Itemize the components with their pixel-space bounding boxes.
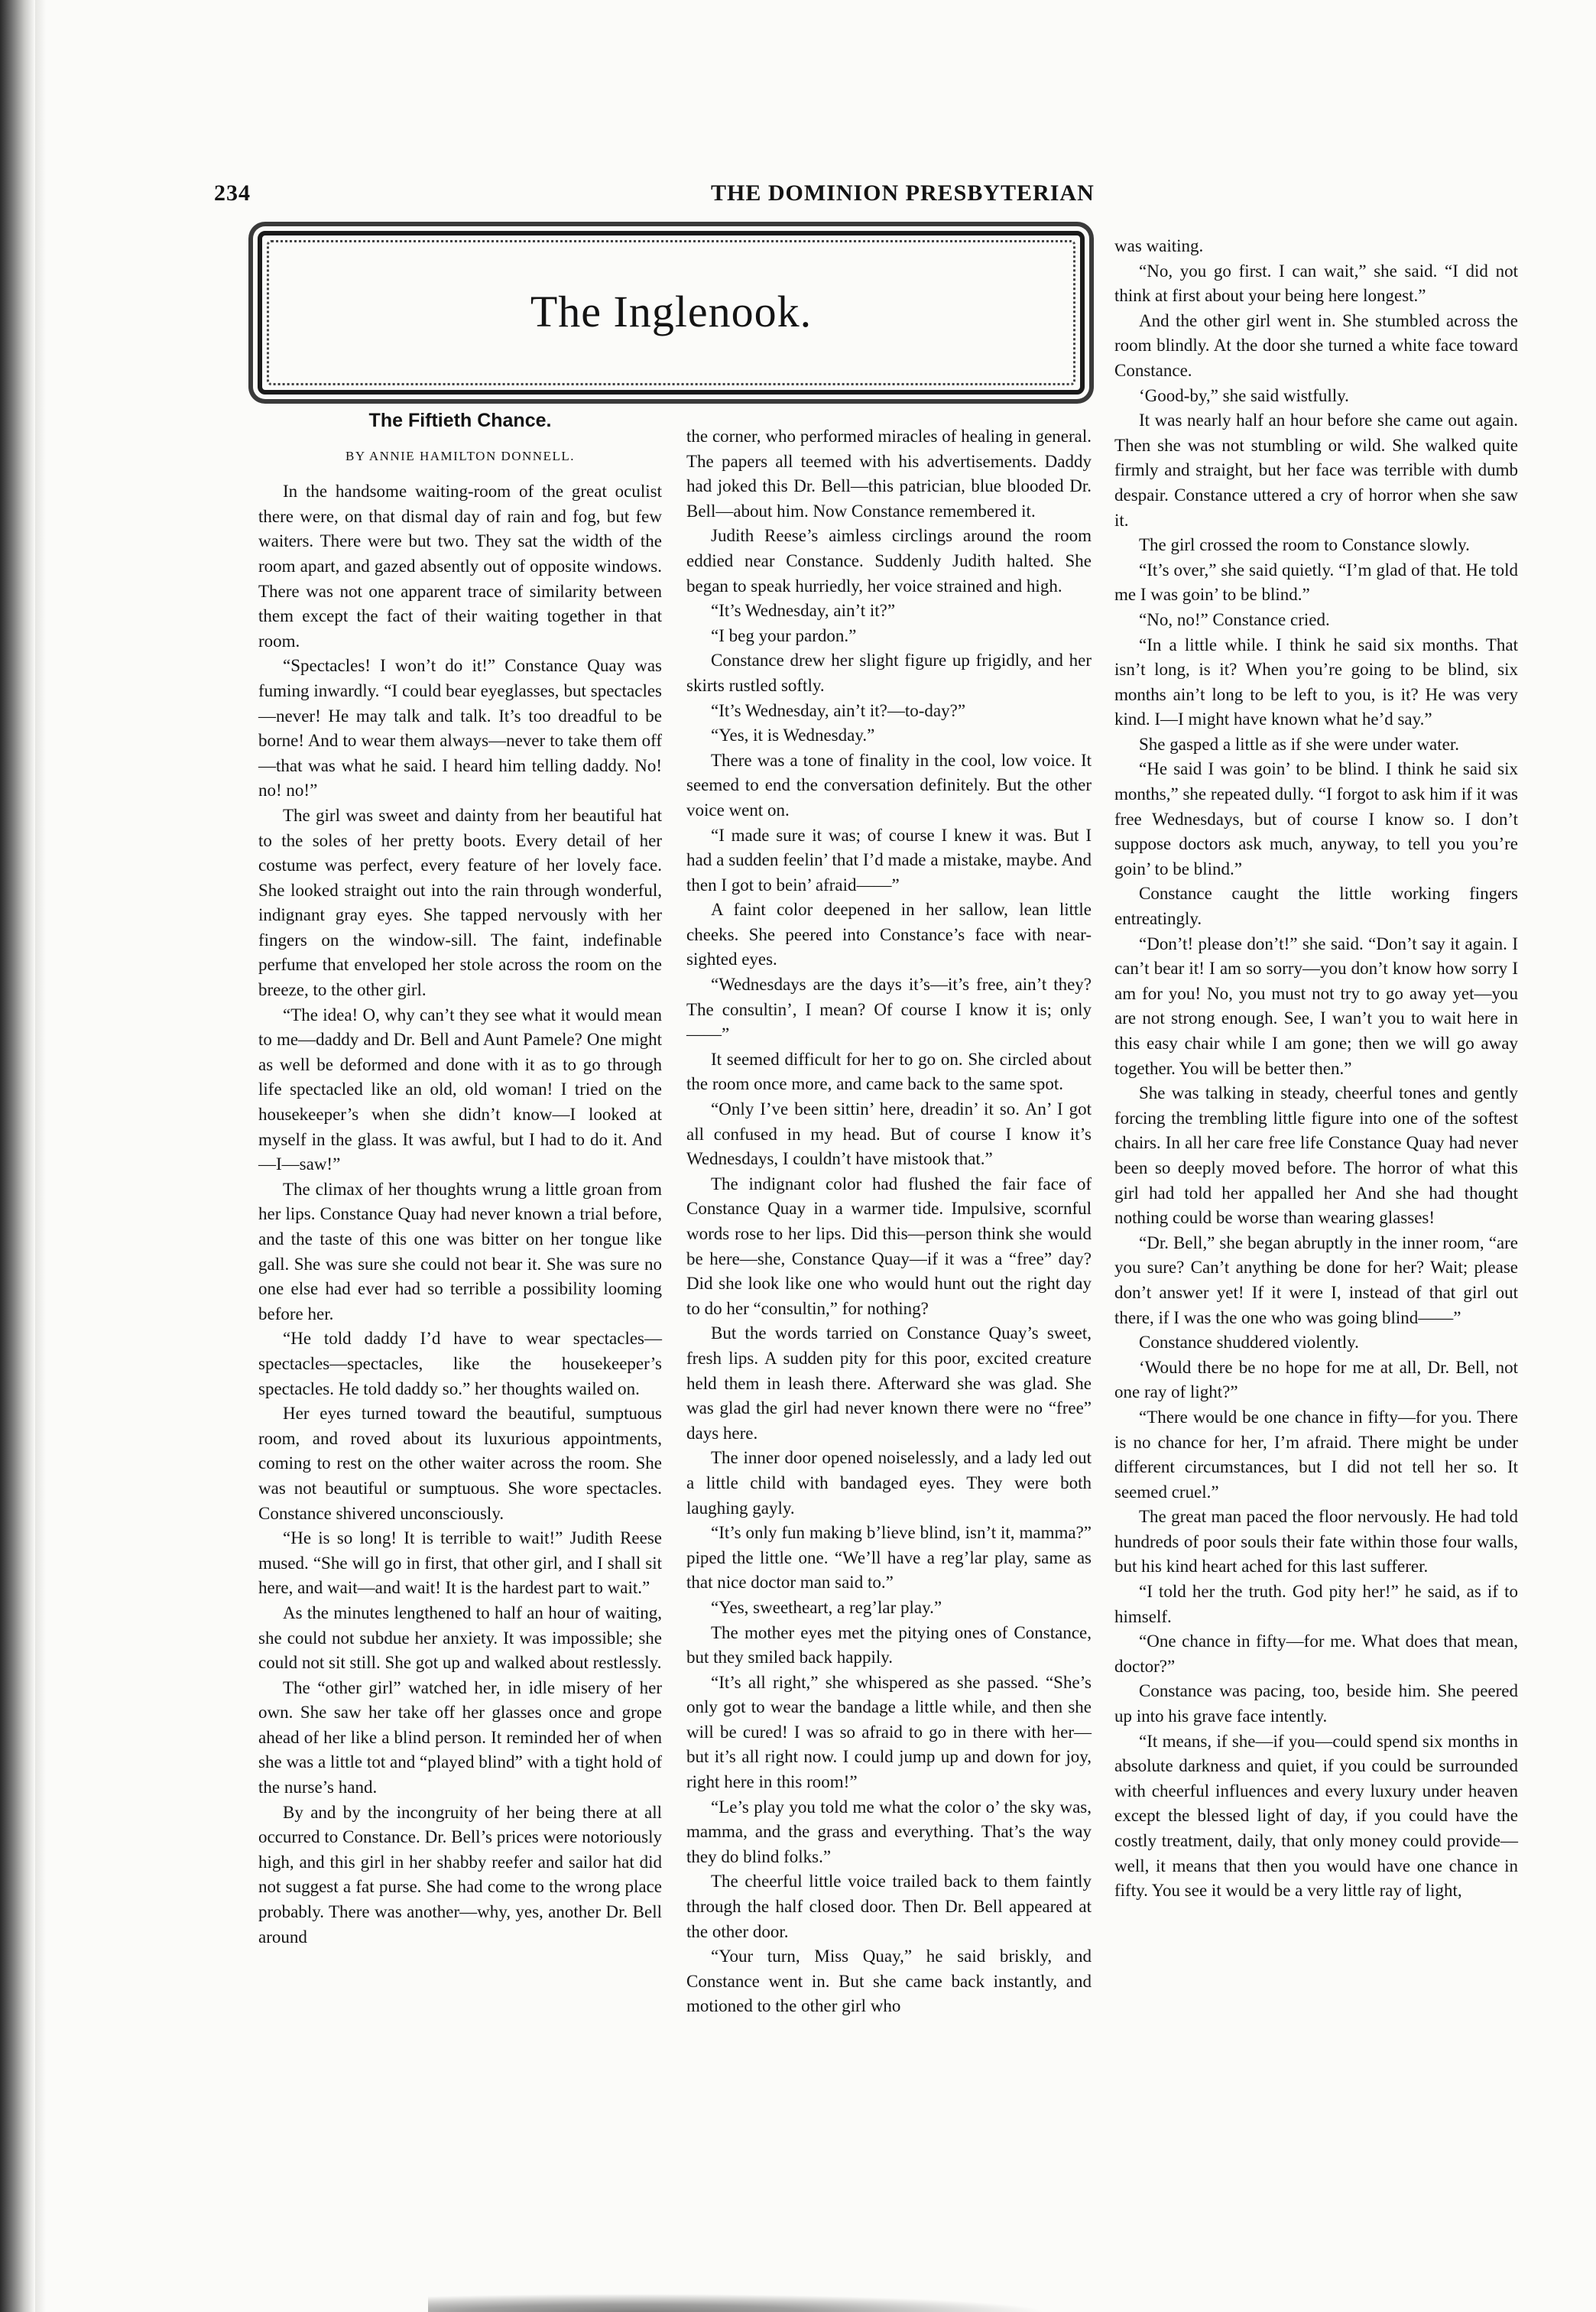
paragraph: “It’s all right,” she whispered as she passed. “She’s only got to wear the bandage a little while, and then she will be cured! I was so afraid to go in there with her—but it’s all right now. I could jump up and down for joy, right here in this room!” <box>686 1672 1092 1792</box>
paragraph: “Le’s play you told me what the color o’ the sky was, mamma, and the grass and everything. That’s the way they do blind folks.” <box>686 1797 1092 1866</box>
paragraph: Constance drew her slight figure up frigidly, and her skirts rustled softly. <box>686 651 1092 695</box>
paragraph: By and by the incongruity of her being there at all occurred to Constance. Dr. Bell’s prices were notoriously high, and this girl in her shabby reefer and sailor hat did not suggest a fat purse. She had come to the wrong place probably. There was another—why, yes, another Dr. Bell around <box>258 1802 662 1947</box>
scan-smudge <box>428 2291 1116 2312</box>
paragraph: The “other girl” watched her, in idle misery of her own. She saw her take off her glasses once and grope ahead of her like a blind person. It reminded her of when she was a little tot and “played blind” with a tight hold of the nurse’s hand. <box>258 1677 662 1797</box>
paragraph: “Wednesdays are the days it’s—it’s free, ain’t they? The consultin’, I mean? Of course I know it is; only——” <box>686 975 1092 1044</box>
paragraph: The inner door opened noiselessly, and a lady led out a little child with bandaged eyes. They were both laughing gayly. <box>686 1448 1092 1518</box>
column-3 <box>1114 234 1518 1904</box>
paragraph: But the words tarried on Constance Quay’s sweet, fresh lips. A sudden pity for this poor, excited creature held them in leash there. Afterward she was glad. She was glad the girl had never known there were no “free” days here. <box>686 1323 1092 1443</box>
paragraph: “I told her the truth. God pity her!” he said, as if to himself. <box>1114 1582 1518 1626</box>
paragraph: Her eyes turned toward the beautiful, sumptuous room, and roved about its luxurious appointments, coming to rest on the other waiter across the room. She was not beautiful or sumptuous. She wore spectacles. Constance shivered unconsciously. <box>258 1404 662 1523</box>
column-1-body <box>258 479 662 1950</box>
book-gutter <box>35 0 46 2312</box>
paragraph: “I beg your pardon.” <box>711 625 857 645</box>
paragraph: “No, you go first. I can wait,” she said. “I did not think at first about your being here longest.” <box>1114 261 1518 306</box>
paragraph: Constance shuddered violently. <box>1139 1333 1359 1352</box>
paragraph: was waiting. <box>1114 236 1204 255</box>
section-banner <box>258 231 1085 395</box>
paragraph: “It means, if she—if you—could spend six months in absolute darkness and quiet, if you could be surrounded with cheerful influences and every luxury under heaven except the blessed light of day, if you could have the costly treatment, daily, that only money could provide—well, it means that then you would have one chance in fifty. You see it would be a very little ray of light, <box>1114 1731 1518 1901</box>
paragraph: It was nearly half an hour before she came out again. Then she was not stumbling or wild. She walked quite firmly and straight, but her face was terrible with dumb despair. Constance uttered a cry of horror when she saw it. <box>1114 411 1518 530</box>
paragraph: “He told daddy I’d have to wear spectacles—spectacles—spectacles, like the housekeeper’s spectacles. He told daddy so.” her thoughts wailed on. <box>258 1329 662 1398</box>
paragraph: “Yes, it is Wednesday.” <box>711 726 875 745</box>
column-3-body <box>1114 234 1518 1904</box>
paragraph: She gasped a little as if she were under water. <box>1139 734 1459 754</box>
column-2 <box>686 424 1092 2019</box>
paragraph: “It’s Wednesday, ain’t it?—to-day?” <box>711 700 966 720</box>
paragraph: The climax of her thoughts wrung a little groan from her lips. Constance Quay had never known a trial before, and the taste of this one was bitter on her tongue like gall. She was sure she could not bear it. She was sure no one else had ever had so terrible a possibility looming before her. <box>258 1179 662 1323</box>
paragraph: “Only I’ve been sittin’ here, dreadin’ it so. An’ I got all confused in my head. But of course I know it’s Wednesdays, I couldn’t have mistook that.” <box>686 1099 1092 1169</box>
paragraph: ‘Would there be no hope for me at all, Dr. Bell, not one ray of light?” <box>1114 1357 1518 1402</box>
paragraph: ‘Good-by,” she said wistfully. <box>1139 385 1349 405</box>
paragraph: As the minutes lengthened to half an hour of waiting, she could not subdue her anxiety. It was impossible; she could not sit still. She got up and walked about restlessly. <box>258 1602 662 1673</box>
paragraph: And the other girl went in. She stumbled across the room blindly. At the door she turned a white face toward Constance. <box>1114 310 1518 380</box>
paragraph: “I made sure it was; of course I knew it was. But I had a sudden feelin’ that I’d made a mistake, maybe. And then I got to bein’ afraid——” <box>686 825 1092 895</box>
paragraph: The mother eyes met the pitying ones of Constance, but they smiled back happily. <box>686 1622 1092 1667</box>
story-byline: BY ANNIE HAMILTON DONNELL. <box>345 448 575 463</box>
paragraph: Constance caught the little working fingers entreatingly. <box>1114 884 1518 929</box>
journal-title: THE DOMINION PRESBYTERIAN <box>711 180 1095 206</box>
paragraph: “It’s over,” she said quietly. “I’m glad of that. He told me I was goin’ to be blind.” <box>1114 560 1518 605</box>
paragraph: “There would be one chance in fifty—for you. There is no chance for her, I’m afraid. There might be under different circumstances, but I did not tell her so. It seemed cruel.” <box>1114 1407 1518 1502</box>
page-number: 234 <box>214 180 251 206</box>
paragraph: Judith Reese’s aimless circlings around the room eddied near Constance. Suddenly Judith halted. She began to speak hurriedly, her voice strained and high. <box>686 526 1092 596</box>
paragraph: Constance was pacing, too, beside him. She peered up into his grave face intently. <box>1114 1681 1518 1726</box>
paragraph: “It’s only fun making b’lieve blind, isn’t it, mamma?” piped the little one. “We’ll have a reg’lar play, same as that nice doctor man said to.” <box>686 1523 1092 1593</box>
paragraph: “Your turn, Miss Quay,” he said briskly, and Constance went in. But she came back instantly, and motioned to the other girl who <box>686 1947 1092 2016</box>
paragraph: There was a tone of finality in the cool, low voice. It seemed to end the conversation definitely. But the other voice went on. <box>686 750 1092 820</box>
paragraph: The girl was sweet and dainty from her beautiful hat to the soles of her pretty boots. Every detail of her costume was perfect, every feature of her lovely face. She looked straight out into the rain through wonderful, indignant gray eyes. She tapped nervously with her fingers on the window-sill. The faint, indefinable perfume that enveloped her stole across the room on the breeze, to the other girl. <box>258 805 662 1000</box>
paragraph: It seemed difficult for her to go on. She circled about the room once more, and came back to the same spot. <box>686 1049 1092 1094</box>
paragraph: “One chance in fifty—for me. What does that mean, doctor?” <box>1114 1632 1518 1676</box>
paragraph: She was talking in steady, cheerful tones and gently forcing the trembling little figure into one of the softest chairs. In all her care free life Constance Quay had never been so deeply moved before. The horror of what this girl had told her appalled her And she had thought nothing could be worse than wearing glasses! <box>1114 1083 1518 1228</box>
paragraph: “He is so long! It is terrible to wait!” Judith Reese mused. “She will go in first, that other girl, and I shall sit here, and wait—and wait! It is the hardest part to wait.” <box>258 1528 662 1598</box>
paragraph: “Spectacles! I won’t do it!” Constance Quay was fuming inwardly. “I could bear eyeglasses, but spectacles—never! He may talk and talk. It’s too dreadful to be borne! And to wear them always—never to take them off—that was what he said. I heard him telling daddy. No! no! no!” <box>258 656 662 800</box>
column-2-body <box>686 424 1092 2019</box>
paragraph: The girl crossed the room to Constance slowly. <box>1139 535 1470 555</box>
paragraph: The indignant color had flushed the fair face of Constance Quay in a warmer tide. Impulsive, scornful words rose to her lips. Did this—person think she would be here—she, Constance Quay—if it was a “free” day? Did she look like one who would hunt out the right day to do her “consultin,” for nothing? <box>686 1174 1092 1318</box>
book-spine-shadow <box>0 0 35 2312</box>
paragraph: In the handsome waiting-room of the great oculist there were, on that dismal day of rain and fog, but few waiters. There were but two. They sat the width of the room apart, and gazed absently out of opposite windows. There was not one apparent trace of similarity between them except the fact of their waiting together in that room. <box>258 482 662 651</box>
paragraph: the corner, who performed miracles of healing in general. The papers all teemed with his advertisements. Daddy had joked this Dr. Bell—this patrician, blue blooded Dr. Bell—about him. Now Constance remembered it. <box>686 427 1092 521</box>
paragraph: The cheerful little voice trailed back to them faintly through the half closed door. Then Dr. Bell appeared at the other door. <box>686 1872 1092 1941</box>
paragraph: A faint color deepened in her sallow, lean little cheeks. She peered into Constance’s face with near-sighted eyes. <box>686 900 1092 969</box>
column-1 <box>258 404 662 1950</box>
story-title: The Fiftieth Chance. <box>368 410 552 431</box>
paragraph: “He said I was goin’ to be blind. I think he said six months,” she repeated dully. “I forgot to ask him if it was free Wednesdays, but of course I know so. I don’t suppose doctors ask much, anyway, to tell you you’re goin’ to be blind.” <box>1114 759 1518 878</box>
paragraph: “It’s Wednesday, ain’t it?” <box>711 601 896 621</box>
paragraph: “Dr. Bell,” she began abruptly in the inner room, “are you sure? Can’t anything be done for her? Wait; please don’t answer yet! If it were I, instead of that girl out there, if I was the one who was going blind——” <box>1114 1232 1518 1327</box>
section-title: The Inglenook. <box>530 287 813 336</box>
paragraph: The great man paced the floor nervously. He had told hundreds of poor souls their fate within those four walls, but his kind heart ached for this last sufferer. <box>1114 1507 1518 1577</box>
running-header <box>214 180 1095 211</box>
paragraph: “The idea! O, why can’t they see what it would mean to me—daddy and Dr. Bell and Aunt Pamele? One might as well be deformed and done with it as to go through life spectacled like an old, old woman! I tried on the housekeeper’s when she didn’t know—I looked at myself in the glass. It was awful, but I had to do it. And—I—saw!” <box>258 1005 662 1174</box>
paragraph: “Yes, sweetheart, a reg’lar play.” <box>711 1597 942 1617</box>
paragraph: “Don’t! please don’t!” she said. “Don’t say it again. I can’t bear it! I am so sorry—you don’t know how sorry I am for you! No, you must not try to go away yet—you are not strong enough. See, I wan’t you to wait here in this easy chair while I am gone; then we will go away together. You will be better then.” <box>1114 934 1518 1078</box>
paragraph: “In a little while. I think he said six months. That isn’t long, is it? When you’re going to be blind, six months ain’t long to be left to you, is it? He was very kind. I—I might have known what he’d say.” <box>1114 635 1518 729</box>
paragraph: “No, no!” Constance cried. <box>1139 609 1330 629</box>
